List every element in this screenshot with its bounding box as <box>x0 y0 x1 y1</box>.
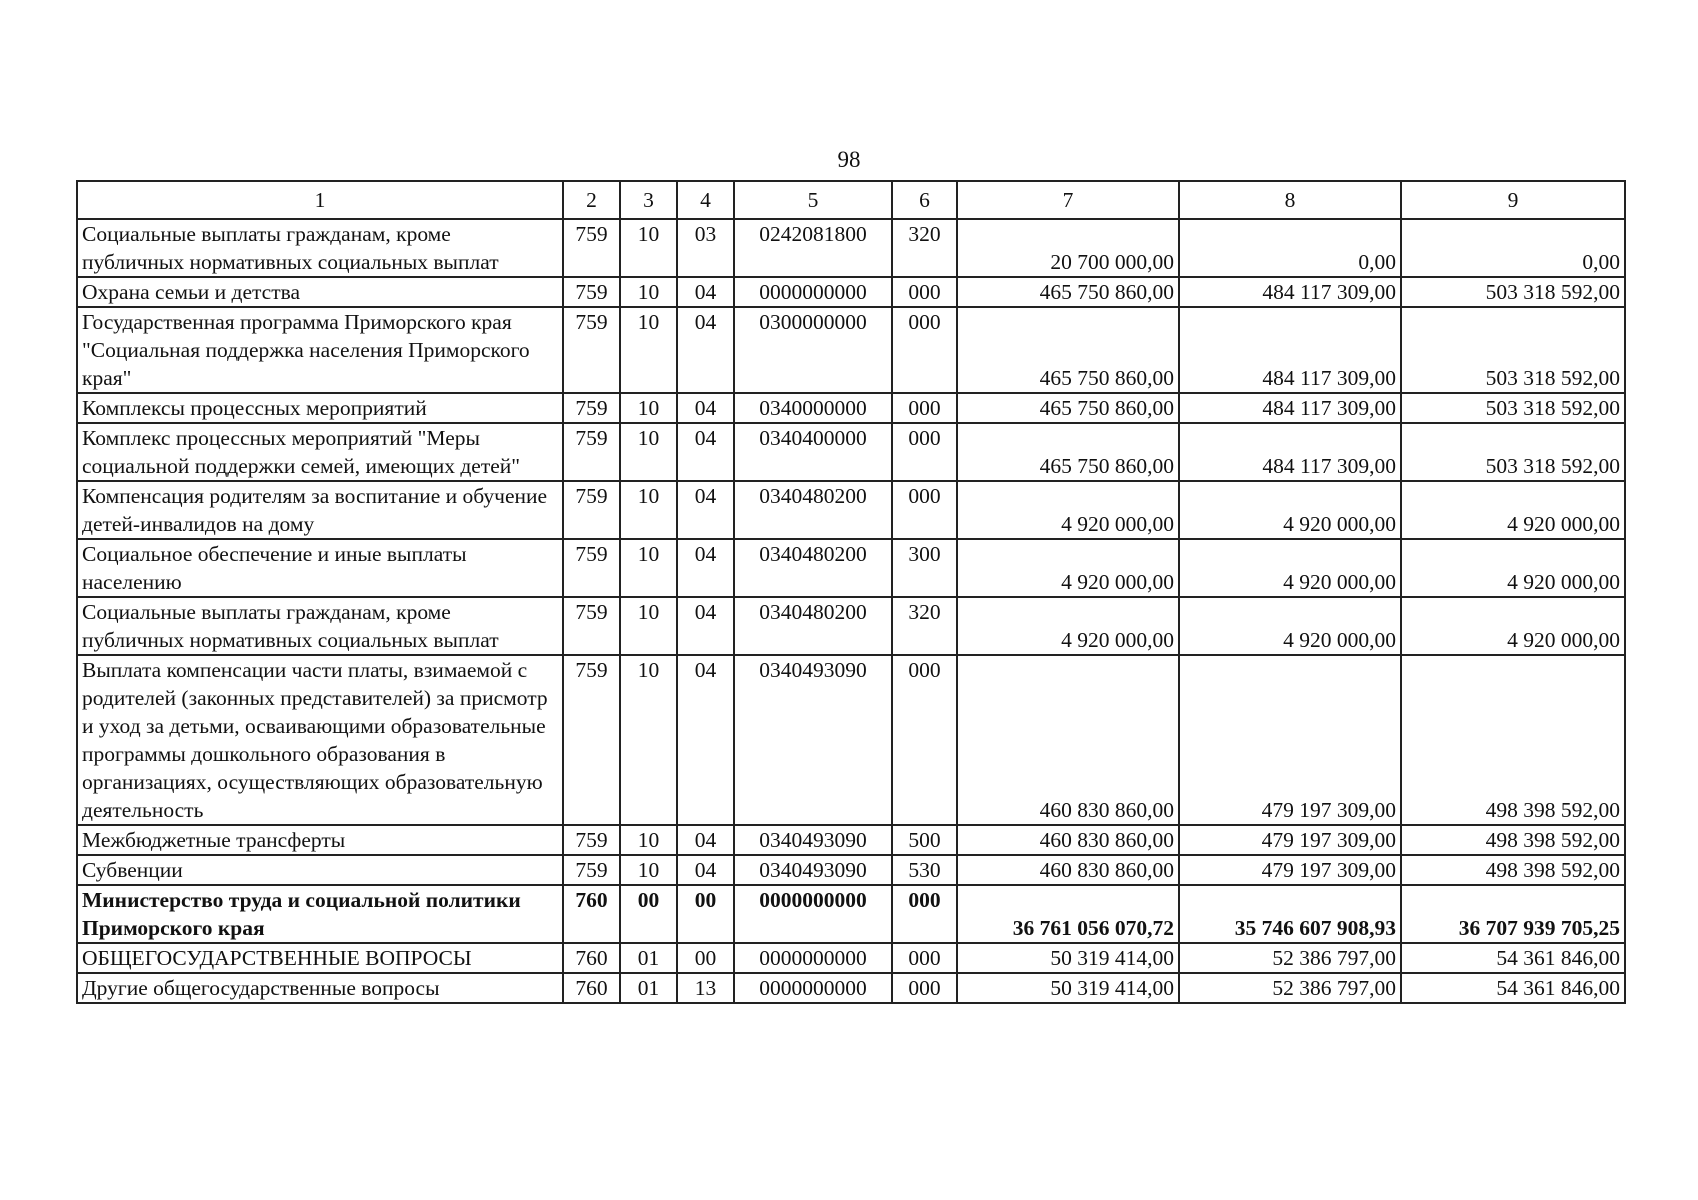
table-row <box>77 539 1625 597</box>
column-header-9: 9 <box>1401 181 1625 219</box>
row-code-4: 04 <box>677 423 734 481</box>
row-code-6: 000 <box>892 393 957 423</box>
row-amount-8: 484 117 309,00 <box>1179 393 1401 423</box>
table-row <box>77 481 1625 539</box>
row-name: Компенсация родителям за воспитание и обучение детей-инвалидов на дому <box>77 481 563 539</box>
row-code-3: 10 <box>620 481 677 539</box>
row-code-3: 10 <box>620 825 677 855</box>
row-amount-9: 498 398 592,00 <box>1401 825 1625 855</box>
row-code-6: 300 <box>892 539 957 597</box>
row-code-2: 759 <box>563 393 620 423</box>
row-name: Субвенции <box>77 855 563 885</box>
table-row <box>77 307 1625 393</box>
table-row <box>77 423 1625 481</box>
table-row <box>77 393 1625 423</box>
row-code-2: 759 <box>563 655 620 825</box>
row-code-4: 04 <box>677 393 734 423</box>
row-code-6: 000 <box>892 307 957 393</box>
row-code-6: 000 <box>892 655 957 825</box>
row-code-4: 04 <box>677 825 734 855</box>
column-header-5: 5 <box>734 181 892 219</box>
row-code-2: 759 <box>563 825 620 855</box>
row-code-6: 320 <box>892 219 957 277</box>
row-code-2: 759 <box>563 423 620 481</box>
row-code-4: 04 <box>677 539 734 597</box>
column-header-8: 8 <box>1179 181 1401 219</box>
row-name: Комплекс процессных мероприятий "Меры социальной поддержки семей, имеющих детей" <box>77 423 563 481</box>
row-amount-8: 484 117 309,00 <box>1179 277 1401 307</box>
row-code-5: 0340493090 <box>734 825 892 855</box>
row-name: Охрана семьи и детства <box>77 277 563 307</box>
row-code-5: 0000000000 <box>734 885 892 943</box>
row-code-4: 04 <box>677 277 734 307</box>
table-row-ministry-total <box>77 885 1625 943</box>
row-code-2: 759 <box>563 481 620 539</box>
row-name: Межбюджетные трансферты <box>77 825 563 855</box>
row-amount-9: 498 398 592,00 <box>1401 655 1625 825</box>
column-header-7: 7 <box>957 181 1179 219</box>
row-code-6: 000 <box>892 481 957 539</box>
row-amount-7: 4 920 000,00 <box>957 539 1179 597</box>
row-code-3: 10 <box>620 423 677 481</box>
row-code-4: 00 <box>677 885 734 943</box>
row-name: Социальное обеспечение и иные выплаты населению <box>77 539 563 597</box>
row-amount-8: 479 197 309,00 <box>1179 825 1401 855</box>
row-code-4: 04 <box>677 481 734 539</box>
row-name: Социальные выплаты гражданам, кроме публичных нормативных социальных выплат <box>77 219 563 277</box>
row-amount-8: 484 117 309,00 <box>1179 307 1401 393</box>
row-code-3: 00 <box>620 885 677 943</box>
row-code-3: 10 <box>620 855 677 885</box>
row-code-3: 10 <box>620 655 677 825</box>
row-code-5: 0340480200 <box>734 539 892 597</box>
row-code-2: 759 <box>563 539 620 597</box>
row-amount-9: 503 318 592,00 <box>1401 307 1625 393</box>
row-amount-9: 0,00 <box>1401 219 1625 277</box>
row-code-2: 760 <box>563 943 620 973</box>
row-amount-8: 4 920 000,00 <box>1179 481 1401 539</box>
page-number: 98 <box>837 147 861 172</box>
row-code-2: 759 <box>563 855 620 885</box>
row-name: Государственная программа Приморского края "Социальная поддержка населения Приморского края" <box>77 307 563 393</box>
row-amount-7: 460 830 860,00 <box>957 855 1179 885</box>
row-code-6: 000 <box>892 943 957 973</box>
row-code-6: 000 <box>892 423 957 481</box>
row-amount-9: 503 318 592,00 <box>1401 423 1625 481</box>
row-code-4: 13 <box>677 973 734 1003</box>
row-code-2: 759 <box>563 307 620 393</box>
row-amount-7: 4 920 000,00 <box>957 597 1179 655</box>
table-row <box>77 597 1625 655</box>
row-code-3: 01 <box>620 973 677 1003</box>
row-amount-8: 484 117 309,00 <box>1179 423 1401 481</box>
row-code-5: 0000000000 <box>734 973 892 1003</box>
row-name: Комплексы процессных мероприятий <box>77 393 563 423</box>
table-row <box>77 277 1625 307</box>
row-code-3: 01 <box>620 943 677 973</box>
column-header-1: 1 <box>77 181 563 219</box>
row-amount-9: 4 920 000,00 <box>1401 597 1625 655</box>
row-amount-7: 465 750 860,00 <box>957 393 1179 423</box>
row-code-3: 10 <box>620 277 677 307</box>
row-name: ОБЩЕГОСУДАРСТВЕННЫЕ ВОПРОСЫ <box>77 943 563 973</box>
row-code-5: 0340000000 <box>734 393 892 423</box>
row-code-5: 0242081800 <box>734 219 892 277</box>
row-code-5: 0340493090 <box>734 855 892 885</box>
table-row <box>77 855 1625 885</box>
row-name: Другие общегосударственные вопросы <box>77 973 563 1003</box>
row-code-2: 759 <box>563 219 620 277</box>
table-row <box>77 825 1625 855</box>
row-amount-8: 479 197 309,00 <box>1179 855 1401 885</box>
row-code-6: 000 <box>892 973 957 1003</box>
row-code-6: 000 <box>892 885 957 943</box>
row-code-6: 000 <box>892 277 957 307</box>
table-header-row <box>77 181 1625 219</box>
row-code-3: 10 <box>620 219 677 277</box>
row-code-3: 10 <box>620 393 677 423</box>
row-amount-9: 36 707 939 705,25 <box>1401 885 1625 943</box>
row-amount-9: 54 361 846,00 <box>1401 973 1625 1003</box>
row-code-5: 0300000000 <box>734 307 892 393</box>
row-code-4: 04 <box>677 597 734 655</box>
row-code-5: 0340493090 <box>734 655 892 825</box>
row-amount-7: 50 319 414,00 <box>957 973 1179 1003</box>
row-code-2: 759 <box>563 597 620 655</box>
row-amount-8: 35 746 607 908,93 <box>1179 885 1401 943</box>
row-name: Выплата компенсации части платы, взимаемой с родителей (законных представителей) за присмотр и уход за детьми, осваивающими образовательные программы дошкольного образования в организациях, осуществляющих образовательную деятельность <box>77 655 563 825</box>
table-row <box>77 219 1625 277</box>
row-amount-9: 498 398 592,00 <box>1401 855 1625 885</box>
row-amount-9: 503 318 592,00 <box>1401 393 1625 423</box>
row-code-3: 10 <box>620 539 677 597</box>
table-row <box>77 655 1625 825</box>
row-code-5: 0340480200 <box>734 597 892 655</box>
row-amount-7: 465 750 860,00 <box>957 307 1179 393</box>
column-header-2: 2 <box>563 181 620 219</box>
row-code-4: 00 <box>677 943 734 973</box>
row-code-4: 03 <box>677 219 734 277</box>
row-code-5: 0340400000 <box>734 423 892 481</box>
row-amount-7: 465 750 860,00 <box>957 423 1179 481</box>
row-name: Социальные выплаты гражданам, кроме публичных нормативных социальных выплат <box>77 597 563 655</box>
budget-table <box>76 180 1626 1004</box>
row-amount-7: 460 830 860,00 <box>957 825 1179 855</box>
column-header-4: 4 <box>677 181 734 219</box>
row-code-2: 760 <box>563 885 620 943</box>
row-code-4: 04 <box>677 855 734 885</box>
row-amount-8: 4 920 000,00 <box>1179 539 1401 597</box>
column-header-3: 3 <box>620 181 677 219</box>
row-amount-9: 4 920 000,00 <box>1401 481 1625 539</box>
row-code-5: 0000000000 <box>734 943 892 973</box>
row-code-3: 10 <box>620 307 677 393</box>
row-code-5: 0000000000 <box>734 277 892 307</box>
table-row <box>77 943 1625 973</box>
row-amount-7: 465 750 860,00 <box>957 277 1179 307</box>
row-name: Министерство труда и социальной политики Приморского края <box>77 885 563 943</box>
row-amount-9: 54 361 846,00 <box>1401 943 1625 973</box>
row-code-4: 04 <box>677 655 734 825</box>
row-code-2: 760 <box>563 973 620 1003</box>
row-amount-8: 4 920 000,00 <box>1179 597 1401 655</box>
row-code-2: 759 <box>563 277 620 307</box>
row-amount-7: 36 761 056 070,72 <box>957 885 1179 943</box>
row-code-3: 10 <box>620 597 677 655</box>
row-amount-8: 479 197 309,00 <box>1179 655 1401 825</box>
table-row <box>77 973 1625 1003</box>
row-code-5: 0340480200 <box>734 481 892 539</box>
row-amount-9: 503 318 592,00 <box>1401 277 1625 307</box>
row-amount-7: 20 700 000,00 <box>957 219 1179 277</box>
row-amount-8: 52 386 797,00 <box>1179 943 1401 973</box>
row-amount-8: 52 386 797,00 <box>1179 973 1401 1003</box>
row-code-6: 500 <box>892 825 957 855</box>
row-code-4: 04 <box>677 307 734 393</box>
row-amount-7: 4 920 000,00 <box>957 481 1179 539</box>
column-header-6: 6 <box>892 181 957 219</box>
row-amount-8: 0,00 <box>1179 219 1401 277</box>
row-code-6: 530 <box>892 855 957 885</box>
row-code-6: 320 <box>892 597 957 655</box>
row-amount-9: 4 920 000,00 <box>1401 539 1625 597</box>
row-amount-7: 50 319 414,00 <box>957 943 1179 973</box>
row-amount-7: 460 830 860,00 <box>957 655 1179 825</box>
